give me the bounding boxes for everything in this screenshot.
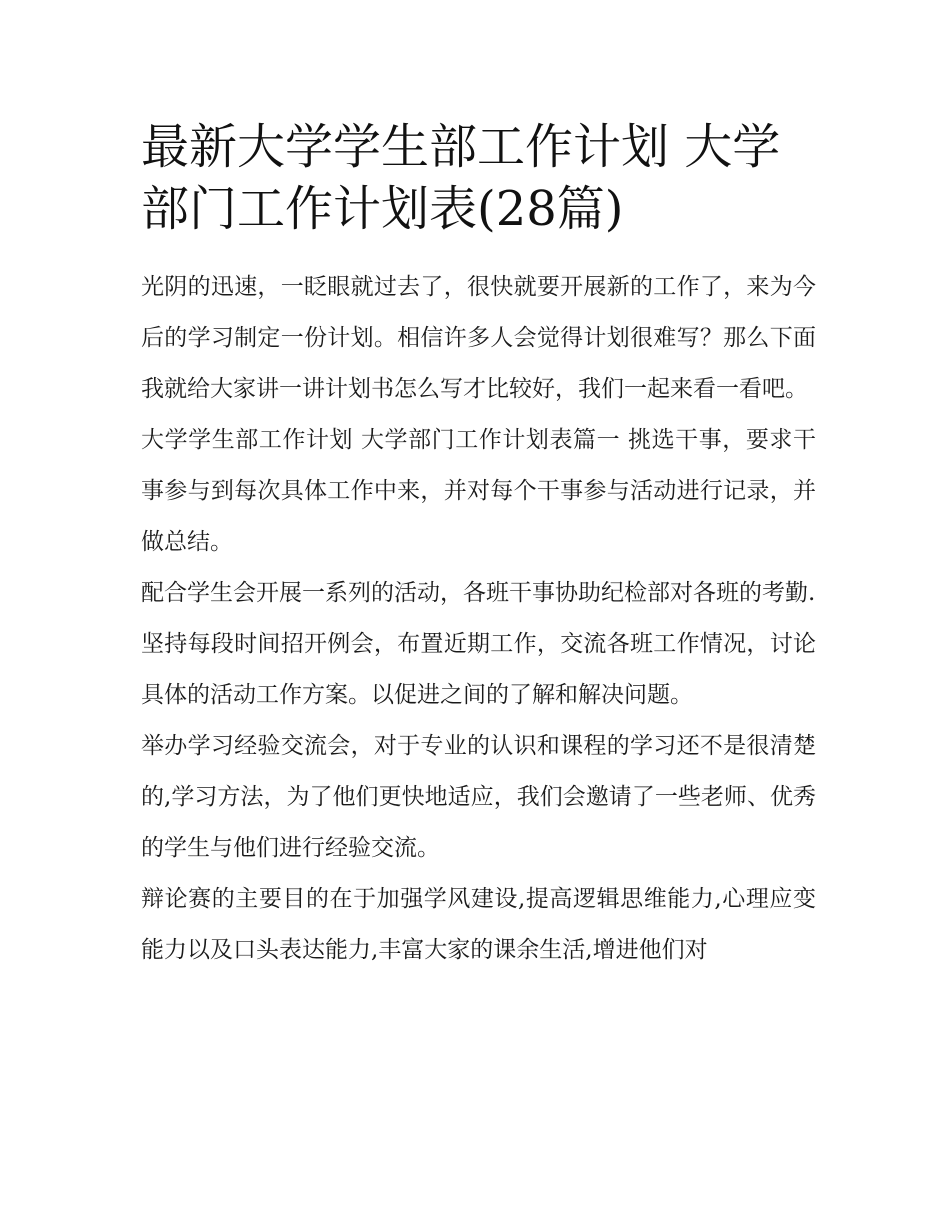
intro-paragraph: 光阴的迅速，一眨眼就过去了，很快就要开展新的工作了，来为今后的学习制定一份计划。相信许多人会觉得计划很难写？那么下面我就给大家讲一讲计划书怎么写才比较好，我们一起来看一看吧。 <box>141 274 816 402</box>
paragraph-experience-exchange: 举办学习经验交流会，对于专业的认识和课程的学习还不是很清楚的,学习方法，为了他们更快地适应，我们会邀请了一些老师、优秀的学生与他们进行经验交流。 <box>141 733 816 861</box>
paragraph-regular-meetings: 坚持每段时间招开例会，布置近期工作，交流各班工作情况，讨论具体的活动工作方案。以促进之间的了解和解决问题。 <box>141 631 816 708</box>
paragraph-debate: 辩论赛的主要目的在于加强学风建设,提高逻辑思维能力,心理应变能力以及口头表达能力,丰富大家的课余生活,增进他们对 <box>141 886 816 963</box>
document-title: 最新大学学生部工作计划 大学部门工作计划表(28篇) <box>141 119 781 237</box>
document-body <box>141 116 816 976</box>
paragraph-cooperate-activities: 配合学生会开展一系列的活动，各班干事协助纪检部对各班的考勤. <box>141 580 816 606</box>
paragraph-recruit-staff: 大学学生部工作计划 大学部门工作计划表篇一 挑选干事，要求干事参与到每次具体工作中来，并对每个干事参与活动进行记录，并做总结。 <box>141 427 816 555</box>
